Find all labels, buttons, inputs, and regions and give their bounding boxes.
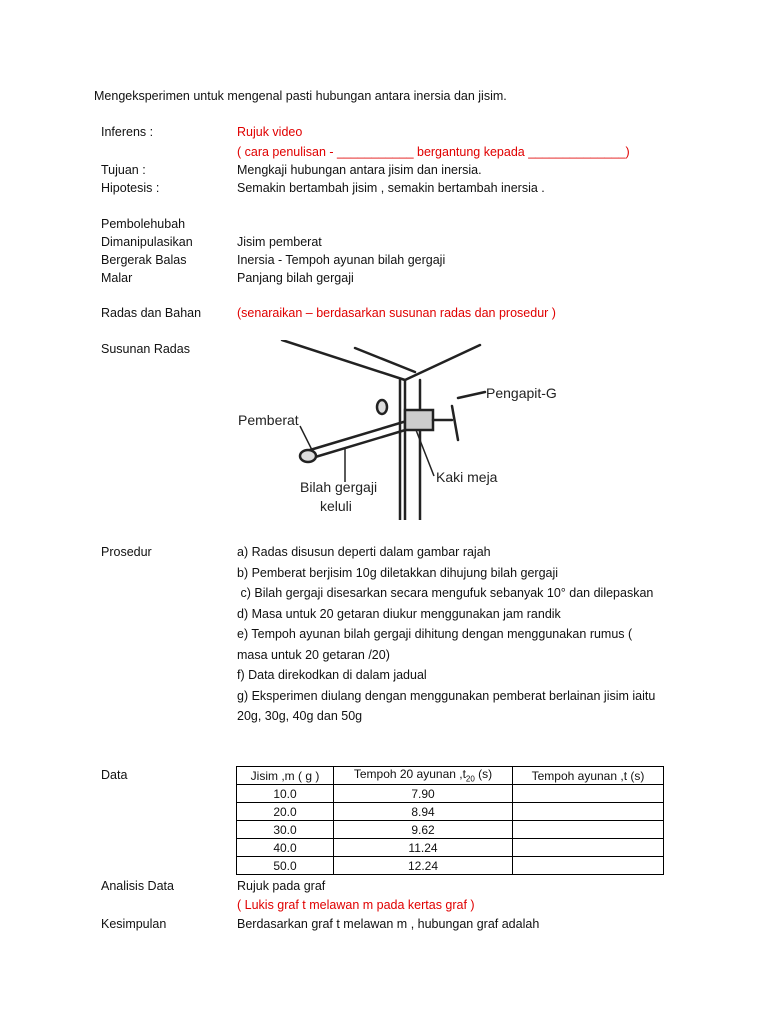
dimanipulasikan-label: Dimanipulasikan [101, 235, 193, 249]
table-row: 30.0 9.62 [237, 821, 664, 839]
prosedur-steps [237, 542, 657, 727]
header-t: Tempoh ayunan ,t (s) [513, 767, 664, 785]
bergerak-balas-value: Inersia - Tempoh ayunan bilah gergaji [237, 253, 446, 267]
kesimpulan-label: Kesimpulan [101, 917, 167, 931]
header-t20: Tempoh 20 ayunan $,t_{20}$ (s) [334, 767, 513, 785]
susunan-label: Susunan Radas [101, 342, 190, 356]
inferens-label: Inferens : [101, 125, 154, 139]
diagram-label-pengapit: Pengapit-G [486, 385, 557, 401]
dimanipulasikan-value: Jisim pemberat [237, 235, 322, 249]
analisis-value: Rujuk pada graf [237, 879, 326, 893]
radas-label: Radas dan Bahan [101, 306, 202, 320]
data-table [236, 766, 664, 875]
tujuan-value: Mengkaji hubungan antara jisim dan inersia. [237, 163, 482, 177]
radas-value: (senaraikan – berdasarkan susunan radas dan prosedur ) [237, 306, 556, 320]
malar-value: Panjang bilah gergaji [237, 271, 354, 285]
table-row: 50.0 12.24 [237, 857, 664, 875]
hipotesis-value: Semakin bertambah jisim , semakin bertambah inersia . [237, 181, 545, 195]
bergerak-balas-label: Bergerak Balas [101, 253, 187, 267]
prosedur-step: b) Pemberat berjisim 10g diletakkan dihujung bilah gergaji [237, 565, 559, 580]
table-row: 20.0 8.94 [237, 803, 664, 821]
prosedur-step: f) Data direkodkan di dalam jadual [237, 668, 427, 682]
table-row: 40.0 11.24 [237, 839, 664, 857]
prosedur-step: e) Tempoh ayunan bilah gergaji dihitung dengan menggunakan rumus ( masa untuk 20 getaran /20) [237, 627, 633, 662]
analisis-label: Analisis Data [101, 879, 174, 893]
pembolehubah-heading: Pembolehubah [101, 217, 186, 231]
apparatus-diagram [230, 340, 570, 520]
data-label: Data [101, 768, 128, 782]
malar-label: Malar [101, 271, 133, 285]
header-jisim: Jisim ,m ( g ) [237, 767, 334, 785]
prosedur-step: g) Eksperimen diulang dengan menggunakan pemberat berlainan jisim iaitu 20g, 30g, 40g dan 50g [237, 688, 656, 723]
inferens-note: ( cara penulisan - ___________ bergantung kepada ______________) [237, 145, 630, 159]
table-header-row [237, 767, 664, 785]
page-title: Mengeksperimen untuk mengenal pasti hubungan antara inersia dan jisim. [94, 89, 507, 103]
diagram-label-pemberat: Pemberat [238, 412, 299, 428]
inferens-value: Rujuk video [237, 125, 303, 139]
analisis-note: ( Lukis graf t melawan m pada kertas graf ) [237, 898, 475, 912]
table-row: 10.0 7.90 [237, 785, 664, 803]
prosedur-label: Prosedur [101, 545, 152, 559]
diagram-label-bilah: Bilah gergaji [300, 479, 378, 495]
diagram-label-kaki: Kaki meja [436, 469, 498, 485]
tujuan-label: Tujuan : [101, 163, 146, 177]
prosedur-step: c) Bilah gergaji disesarkan secara mengufuk sebanyak 10° dan dilepaskan [237, 586, 654, 600]
prosedur-step: d) Masa untuk 20 getaran diukur menggunakan jam randik [237, 606, 561, 621]
kesimpulan-value: Berdasarkan graf t melawan m , hubungan graf adalah [237, 917, 540, 931]
hipotesis-label: Hipotesis : [101, 181, 160, 195]
prosedur-step: a) Radas disusun deperti dalam gambar rajah [237, 545, 491, 559]
diagram-label-keluli: keluli [320, 498, 352, 514]
